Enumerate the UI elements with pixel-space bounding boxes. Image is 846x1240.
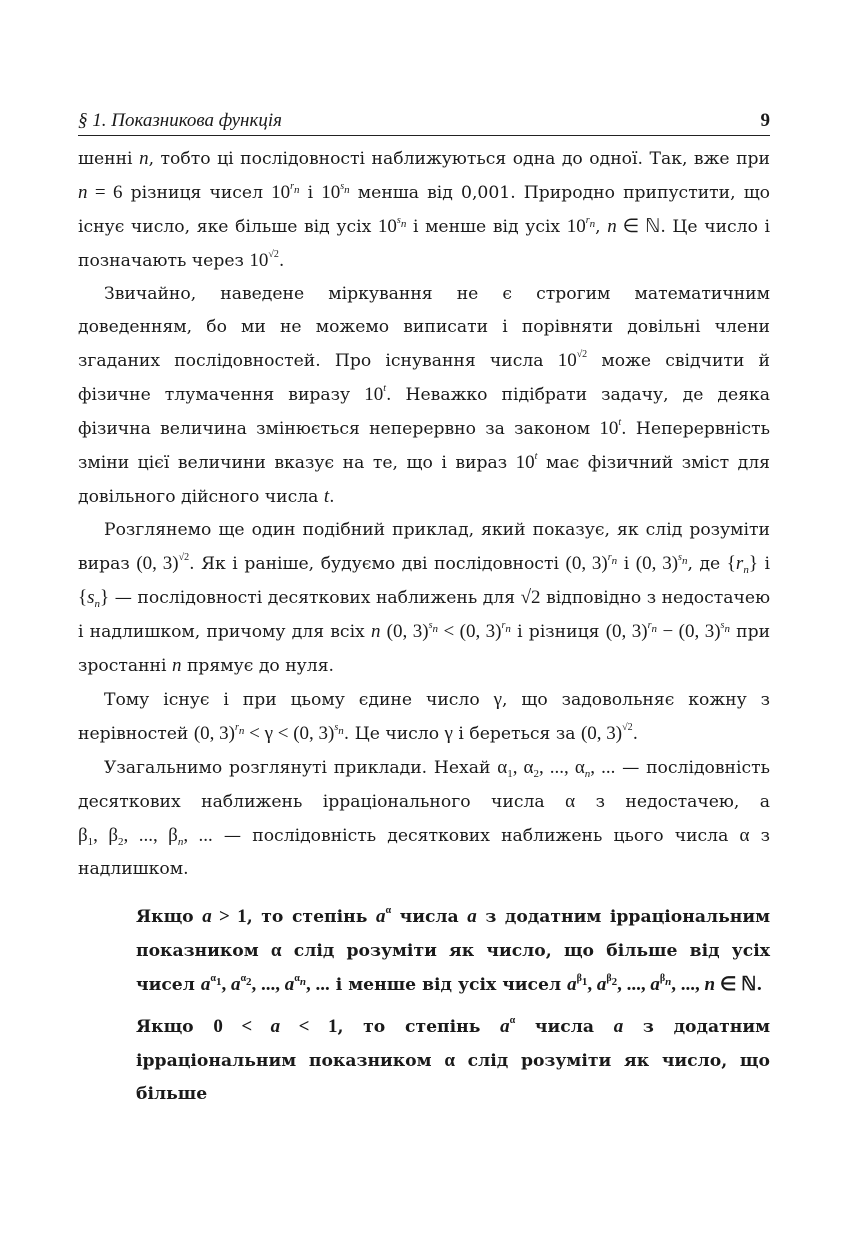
page — [78, 104, 770, 1119]
section-title: § 1. Показникова функція — [78, 110, 282, 131]
definition-box — [136, 900, 770, 1111]
definition-2: Якщо 0 < a < 1, то степінь $a^\alpha$ числа a з додатним ірраціональним показником α слід розуміти як число, що більше — [136, 1015, 771, 1104]
paragraph-1: шенні n, тобто ці послідовності наближуються одна до одної. Так, вже при n = 6 різниця чисел $10^{r_n}$ і $10^{s_n}$ менша від 0,001. Природно припустити, що існує число, яке більше від усіх $10^{s_n}$ і менше від усіх $10^{r_n}$, n ∈ ℕ. Це число і позначають через $10^{√2}$. — [78, 148, 771, 271]
paragraph-3: Розглянемо ще один подібний приклад, який показує, як слід розуміти вираз (0, 3)$^{√2}$. Як і раніше, будуємо дві послідовності (0, 3)$^{r_n}$ і (0, 3)$^{s_n}$, де $\{r_n\}$ і $\{s_n\}$ — послідовності десяткових наближень для √2 відповідно з недостачею і надлишком, причому для всіх n (0, 3)$^{s_n}$ < (0, 3)$^{r_n}$ і різниця (0, 3)$^{r_n}$ − (0, 3)$^{s_n}$ при зростанні n прямує до нуля. — [78, 520, 771, 676]
running-header — [78, 104, 770, 136]
paragraph-2: Звичайно, наведене міркування не є строгим математичним доведенням, бо ми не можемо виписати і порівняти довільні члени згаданих послідовностей. Про існування числа $10^{√2}$ може свідчити й фізичне тлумачення виразу 10$^t$. Неважко підібрати задачу, де деяка фізична величина змінюється неперервно за законом 10$^t$. Неперервність зміни цієї величини вказує на те, що і вираз 10$^t$ має фізичний зміст для довільного дійсного числа t. — [78, 284, 771, 507]
paragraph-5: Узагальнимо розглянуті приклади. Нехай $\alpha_1$, $\alpha_2$, ..., $\alpha_n$, ... — послідовність десяткових наближень ірраціонального числа α з недостачею, а $\beta_1$, $\beta_2$, ..., $\beta_n$, ... — послідовність десяткових наближень цього числа α з надлишком. — [78, 757, 771, 879]
page-number: 9 — [760, 110, 770, 131]
paragraph-4: Тому існує і при цьому єдине число γ, що задовольняє кожну з нерівностей (0, 3)$^{r_n}$ < γ < (0, 3)$^{s_n}$. Це число γ і береться за (0, 3)$^{√2}$. — [78, 689, 770, 744]
body-text — [78, 142, 770, 886]
definition-1: Якщо a > 1, то степінь $a^\alpha$ числа a з додатним ірраціональним показником α слід розуміти як число, що більше від усіх чисел $a^{\alpha_1}$, $a^{\alpha_2}$, ..., $a^{\alpha_n}$, ... і менше від усіх чисел $a^{\beta_1}$, $a^{\beta_2}$, ..., $a^{\beta_n}$, ..., n ∈ ℕ. — [136, 905, 771, 995]
